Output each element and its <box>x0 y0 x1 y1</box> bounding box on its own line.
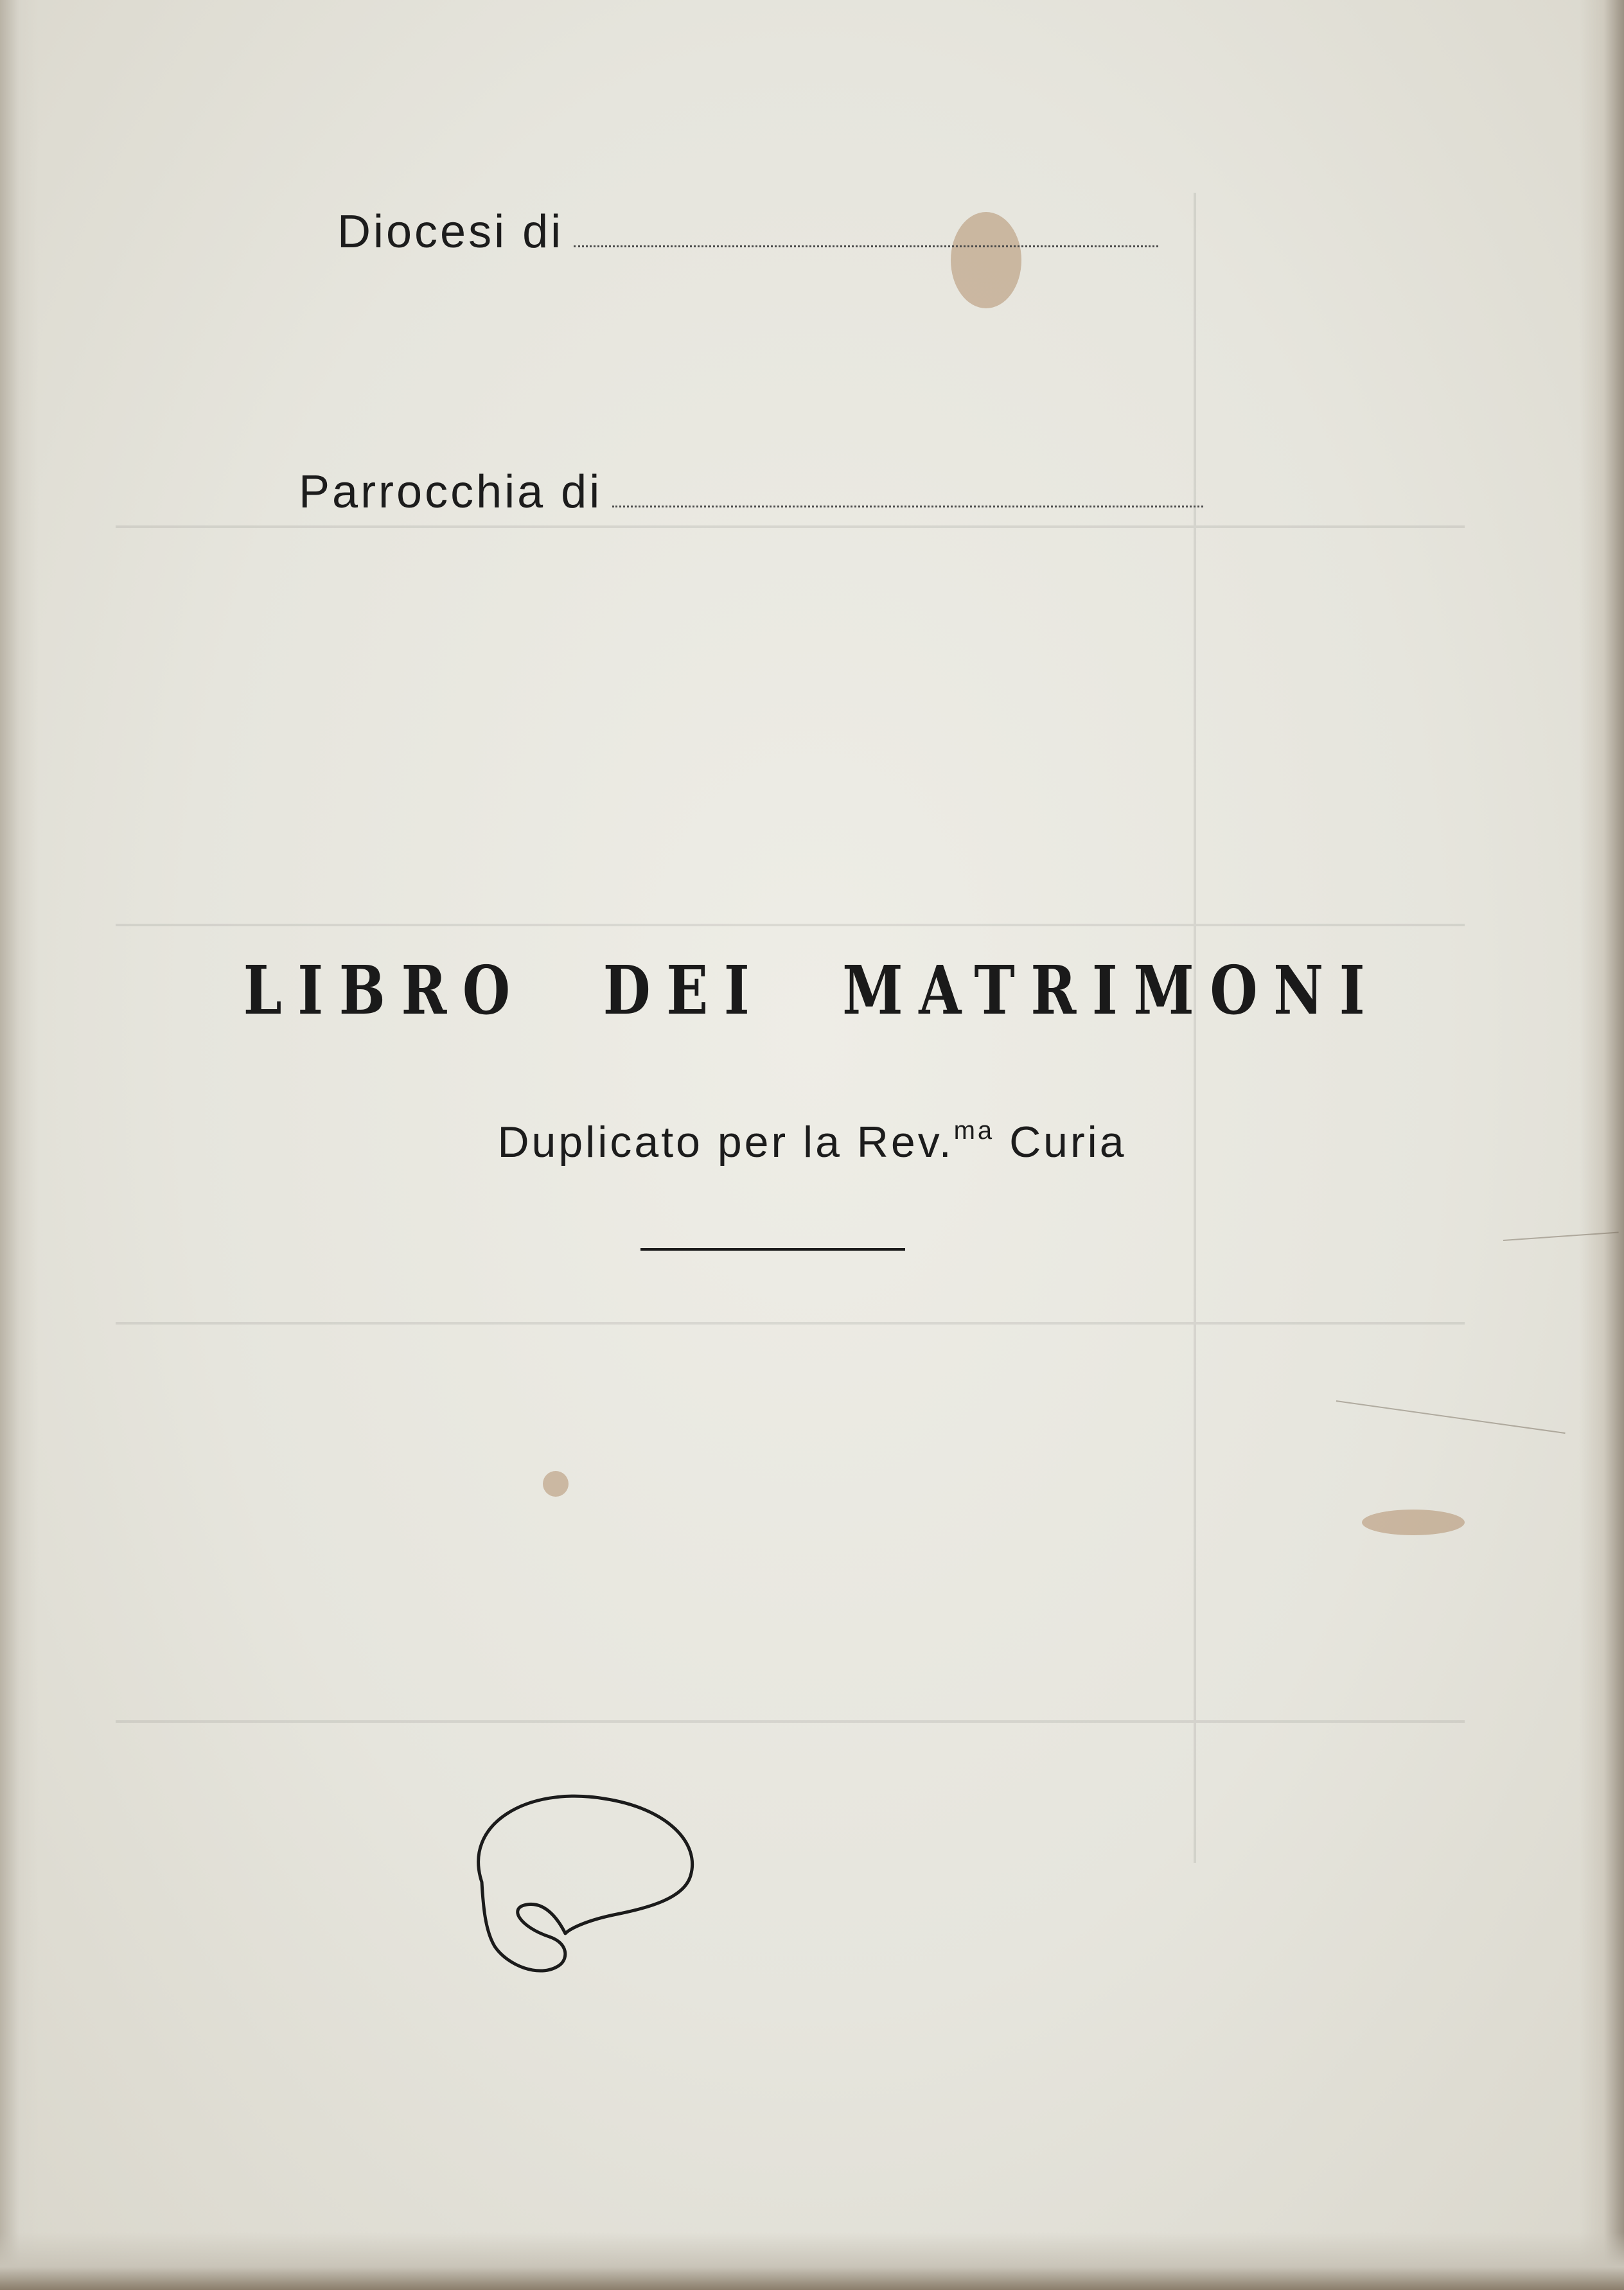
rust-stain <box>1362 1510 1465 1535</box>
title-rule <box>640 1248 905 1251</box>
diocesi-blank-line <box>574 240 1158 247</box>
parrocchia-blank-line <box>612 500 1203 507</box>
diocesi-field <box>337 206 1158 258</box>
parrocchia-field <box>299 466 1203 518</box>
subtitle-suffix: Curia <box>994 1118 1127 1167</box>
diocesi-label: Diocesi di <box>337 206 564 258</box>
document-title: LIBRO DEI MATRIMONI <box>243 951 1381 1030</box>
subtitle-superscript: ma <box>953 1116 995 1145</box>
subtitle-prefix: Duplicato per la Rev. <box>497 1118 954 1167</box>
rust-stain <box>543 1471 569 1497</box>
page-bottom-edge <box>0 2232 1624 2290</box>
handwritten-mark <box>437 1773 707 1991</box>
document-subtitle <box>0 1116 1624 1167</box>
parrocchia-label: Parrocchia di <box>299 466 603 518</box>
